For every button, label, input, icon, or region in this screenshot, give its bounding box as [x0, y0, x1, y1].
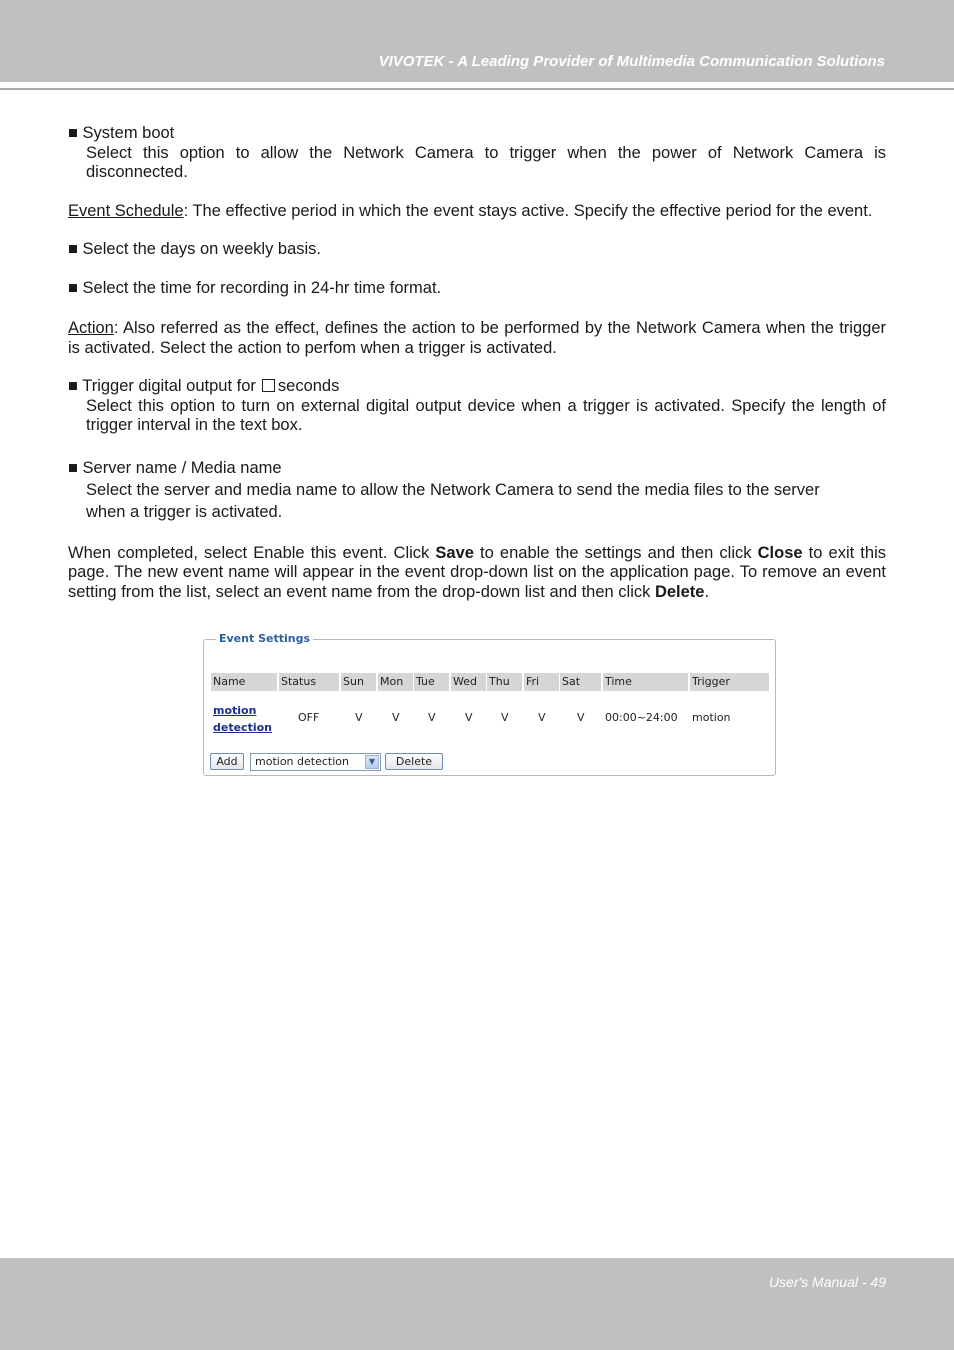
completion-text-3: to exit this page. The new event name will appear in the event drop-down list on the application page. To remove an event setting from the list, select an event name from the drop-down list and then click — [68, 543, 886, 601]
column-header-thu: Thu — [487, 673, 522, 691]
table-cell-fri: V — [538, 711, 546, 724]
event-name-select[interactable] — [250, 753, 381, 771]
event-select-value: motion detection — [255, 755, 349, 768]
event-settings-legend: Event Settings — [216, 632, 313, 645]
table-cell-tue: V — [428, 711, 436, 724]
completion-text-1: When completed, select Enable this event. Click — [68, 543, 436, 562]
page-header — [0, 0, 954, 82]
bullet-trigger-output — [68, 377, 886, 397]
column-header-time: Time — [603, 673, 688, 691]
server-media-description-2: when a trigger is activated. — [86, 502, 283, 521]
event-name-link-line2[interactable]: detection — [213, 721, 272, 734]
server-media-description-1: Select the server and media name to allow the Network Camera to send the media files to the server — [86, 480, 820, 499]
completion-end: . — [704, 582, 710, 601]
bullet-select-days: ■ Select the days on weekly basis. — [68, 240, 322, 258]
table-cell-sat: V — [577, 711, 585, 724]
table-cell-thu: V — [501, 711, 509, 724]
completion-paragraph — [68, 544, 886, 603]
trigger-output-label: ■ Trigger digital output for — [68, 377, 256, 395]
column-header-status: Status — [279, 673, 339, 691]
action-paragraph — [68, 319, 886, 358]
table-cell-time: 00:00~24:00 — [605, 711, 678, 724]
save-term: Save — [435, 543, 474, 562]
header-divider — [0, 88, 954, 90]
trigger-seconds-label: seconds — [277, 377, 340, 395]
bullet-server-media: ■ Server name / Media name — [68, 458, 282, 477]
event-schedule-term: Event Schedule — [68, 201, 184, 220]
column-header-tue: Tue — [414, 673, 449, 691]
header-title: VIVOTEK - A Leading Provider of Multimedia Communication Solutions — [378, 53, 885, 70]
event-schedule-paragraph — [68, 202, 886, 222]
table-row-name — [213, 702, 272, 736]
delete-button[interactable]: Delete — [385, 753, 443, 770]
action-description: : Also referred as the effect, defines the action to be performed by the Network Camera when the trigger is activated. Select the action to perfom when a trigger is activated. — [68, 319, 886, 357]
column-header-fri: Fri — [524, 673, 559, 691]
action-term: Action — [68, 319, 114, 337]
table-cell-mon: V — [392, 711, 400, 724]
page-footer — [0, 1258, 954, 1350]
close-term: Close — [757, 543, 803, 562]
add-button[interactable]: Add — [210, 753, 244, 770]
bullet-select-time: ■ Select the time for recording in 24-hr time format. — [68, 278, 442, 297]
manual-content — [68, 124, 886, 602]
footer-page-label: User's Manual - 49 — [768, 1274, 886, 1290]
completion-text-2: to enable the settings and then click — [473, 543, 758, 562]
bullet-system-boot: ■ System boot — [68, 124, 175, 142]
delete-term: Delete — [654, 582, 705, 601]
column-header-sat: Sat — [560, 673, 601, 691]
system-boot-description: Select this option to allow the Network Camera to trigger when the power of Network Camera is disconnected. — [86, 143, 886, 181]
column-header-sun: Sun — [341, 673, 376, 691]
chevron-down-icon[interactable]: ▼ — [365, 755, 379, 769]
table-cell-status: OFF — [298, 711, 320, 724]
event-settings-panel — [203, 632, 776, 776]
table-cell-wed: V — [465, 711, 473, 724]
trigger-output-description: Select this option to turn on external digital output device when a trigger is activated. Specify the length of trigger interval in the text box. — [86, 396, 886, 434]
table-cell-trigger: motion — [692, 711, 731, 724]
column-header-mon: Mon — [378, 673, 413, 691]
seconds-textbox-icon — [262, 379, 275, 392]
event-name-link[interactable]: motion — [213, 704, 257, 717]
table-cell-sun: V — [355, 711, 363, 724]
column-header-wed: Wed — [451, 673, 486, 691]
column-header-name: Name — [211, 673, 277, 691]
column-header-trigger: Trigger — [690, 673, 769, 691]
event-schedule-description: : The effective period in which the event stays active. Specify the effective period for the event. — [183, 201, 873, 220]
